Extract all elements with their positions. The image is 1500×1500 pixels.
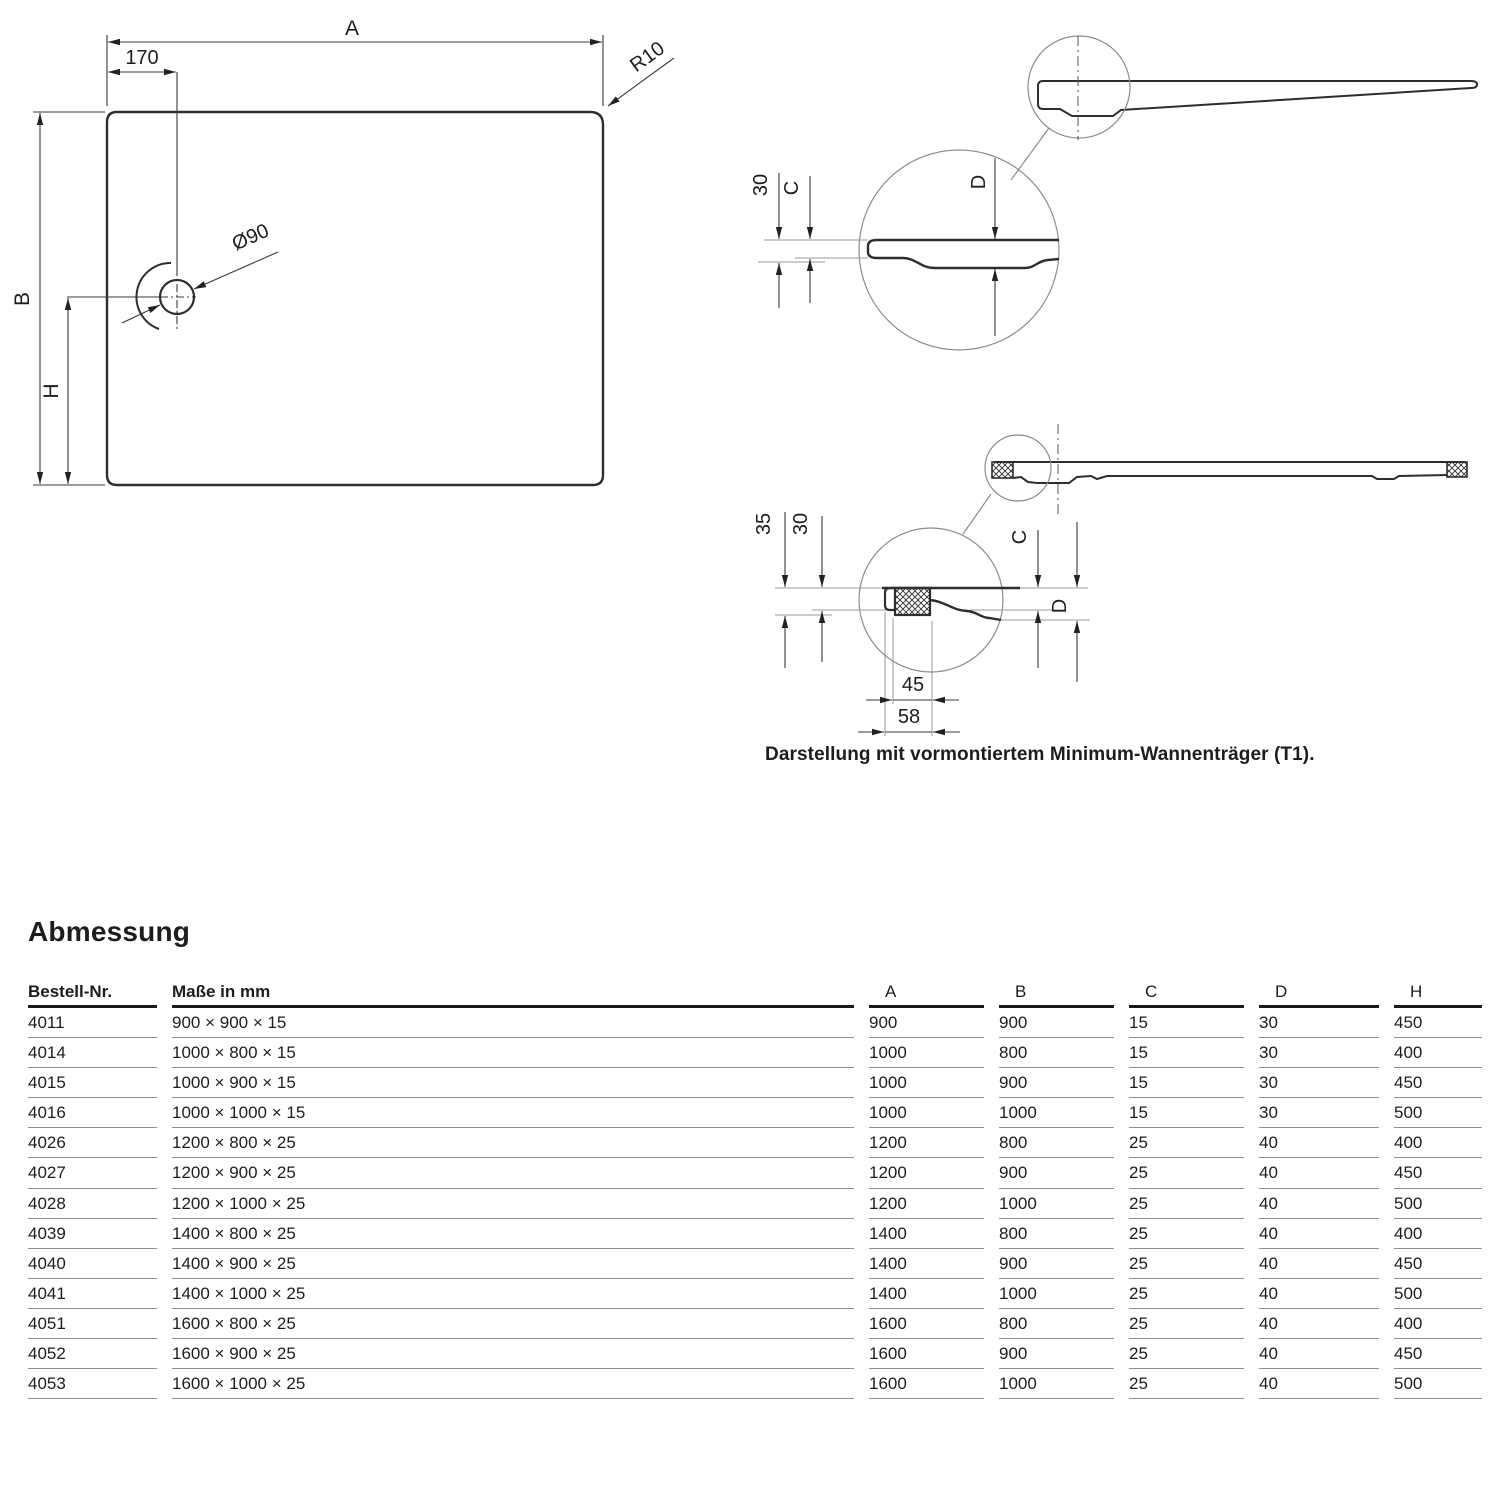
cell-h: 450	[1394, 1158, 1482, 1188]
cell-h: 400	[1394, 1309, 1482, 1339]
cell-masse: 1000 × 1000 × 15	[172, 1098, 854, 1128]
carrier-block-right	[1447, 462, 1467, 477]
dim-d-label: D	[968, 174, 990, 190]
side-section-carrier	[753, 424, 1467, 736]
dim-h-label: H	[40, 383, 63, 399]
cell-c: 15	[1129, 1098, 1244, 1128]
cell-c: 25	[1129, 1219, 1244, 1249]
cell-masse: 1200 × 800 × 25	[172, 1128, 854, 1158]
dim-45-label: 45	[901, 674, 925, 696]
drain-diameter-label: Ø90	[228, 219, 273, 256]
cell-h: 450	[1394, 1339, 1482, 1369]
cell-a: 1400	[869, 1279, 984, 1309]
cell-b: 800	[999, 1128, 1114, 1158]
cell-c: 25	[1129, 1279, 1244, 1309]
dim-d-label: D	[1049, 598, 1071, 614]
cell-masse: 1400 × 800 × 25	[172, 1219, 854, 1249]
cell-masse: 1200 × 1000 × 25	[172, 1189, 854, 1219]
cell-a: 1000	[869, 1098, 984, 1128]
cell-d: 30	[1259, 1008, 1379, 1038]
dim-30-label: 30	[790, 512, 812, 536]
cell-bestell_nr: 4040	[28, 1249, 157, 1279]
col-header-b: B	[999, 982, 1114, 1008]
cell-c: 25	[1129, 1339, 1244, 1369]
cell-h: 500	[1394, 1369, 1482, 1399]
cell-c: 25	[1129, 1189, 1244, 1219]
cell-bestell_nr: 4051	[28, 1309, 157, 1339]
cell-b: 900	[999, 1158, 1114, 1188]
cell-bestell_nr: 4027	[28, 1158, 157, 1188]
cell-b: 1000	[999, 1098, 1114, 1128]
cell-bestell_nr: 4016	[28, 1098, 157, 1128]
dim-58-label: 58	[897, 706, 921, 728]
cell-b: 1000	[999, 1279, 1114, 1309]
cell-bestell_nr: 4026	[28, 1128, 157, 1158]
cell-h: 500	[1394, 1279, 1482, 1309]
cell-d: 30	[1259, 1038, 1379, 1068]
col-header-masse: Maße in mm	[172, 982, 854, 1008]
cell-h: 500	[1394, 1189, 1482, 1219]
col-header-c: C	[1129, 982, 1244, 1008]
cell-bestell_nr: 4052	[28, 1339, 157, 1369]
dimension-lines	[779, 158, 995, 336]
cell-b: 800	[999, 1309, 1114, 1339]
cell-a: 1200	[869, 1189, 984, 1219]
cell-a: 1600	[869, 1339, 984, 1369]
carrier-caption: Darstellung mit vormontiertem Minimum-Wannenträger (T1).	[765, 744, 1315, 765]
cell-a: 1000	[869, 1038, 984, 1068]
cell-c: 15	[1129, 1008, 1244, 1038]
cell-b: 900	[999, 1249, 1114, 1279]
cell-bestell_nr: 4041	[28, 1279, 157, 1309]
dimensions-table	[28, 982, 1482, 1399]
drain-section-profile	[868, 240, 1059, 268]
cell-a: 900	[869, 1008, 984, 1038]
dim-30-label: 30	[750, 173, 772, 197]
top-view-drawing	[0, 0, 740, 520]
cell-c: 25	[1129, 1369, 1244, 1399]
cell-d: 40	[1259, 1189, 1379, 1219]
cell-a: 1200	[869, 1158, 984, 1188]
corner-radius-label: R10	[626, 37, 669, 77]
dim-c-label: C	[1009, 529, 1031, 545]
cell-d: 40	[1259, 1219, 1379, 1249]
cell-h: 500	[1394, 1098, 1482, 1128]
cell-a: 1600	[869, 1309, 984, 1339]
dim-a-label: A	[344, 17, 360, 40]
cell-c: 15	[1129, 1068, 1244, 1098]
cell-d: 30	[1259, 1098, 1379, 1128]
tray-outline	[107, 112, 603, 485]
dim-offset-label: 170	[125, 47, 159, 69]
cell-h: 450	[1394, 1008, 1482, 1038]
cell-c: 25	[1129, 1128, 1244, 1158]
cell-a: 1600	[869, 1369, 984, 1399]
col-header-a: A	[869, 982, 984, 1008]
cell-a: 1200	[869, 1128, 984, 1158]
cell-masse: 1400 × 1000 × 25	[172, 1279, 854, 1309]
extension-lines	[758, 240, 868, 262]
cell-bestell_nr: 4015	[28, 1068, 157, 1098]
cell-b: 800	[999, 1219, 1114, 1249]
cell-masse: 1600 × 800 × 25	[172, 1309, 854, 1339]
detail-circle-large	[859, 150, 1059, 350]
cell-a: 1400	[869, 1219, 984, 1249]
cell-a: 1400	[869, 1249, 984, 1279]
side-view-drawings	[720, 0, 1500, 800]
cell-b: 900	[999, 1068, 1114, 1098]
cell-d: 40	[1259, 1249, 1379, 1279]
side-section-plain	[750, 36, 1477, 350]
cell-b: 1000	[999, 1189, 1114, 1219]
cell-bestell_nr: 4014	[28, 1038, 157, 1068]
cell-b: 900	[999, 1339, 1114, 1369]
dim-35-label: 35	[753, 512, 775, 536]
cell-masse: 1600 × 1000 × 25	[172, 1369, 854, 1399]
col-header-h: H	[1394, 982, 1482, 1008]
cell-c: 15	[1129, 1038, 1244, 1068]
detail-connector	[1011, 128, 1049, 180]
cell-d: 30	[1259, 1068, 1379, 1098]
carrier-section-block	[895, 588, 930, 615]
cell-d: 40	[1259, 1309, 1379, 1339]
cell-d: 40	[1259, 1128, 1379, 1158]
cell-c: 25	[1129, 1158, 1244, 1188]
cell-h: 400	[1394, 1128, 1482, 1158]
cell-bestell_nr: 4053	[28, 1369, 157, 1399]
cell-b: 1000	[999, 1369, 1114, 1399]
cell-a: 1000	[869, 1068, 984, 1098]
cell-d: 40	[1259, 1279, 1379, 1309]
cell-bestell_nr: 4011	[28, 1008, 157, 1038]
cell-masse: 1000 × 900 × 15	[172, 1068, 854, 1098]
section-rim-cap	[885, 588, 895, 610]
cell-b: 900	[999, 1008, 1114, 1038]
col-header-d: D	[1259, 982, 1379, 1008]
tray-profile	[1038, 81, 1477, 116]
cell-h: 450	[1394, 1068, 1482, 1098]
detail-connector	[963, 494, 991, 534]
col-header-bestell-nr: Bestell-Nr.	[28, 982, 157, 1008]
cell-h: 400	[1394, 1219, 1482, 1249]
cell-masse: 1000 × 800 × 15	[172, 1038, 854, 1068]
cell-b: 800	[999, 1038, 1114, 1068]
cell-c: 25	[1129, 1309, 1244, 1339]
cell-masse: 1200 × 900 × 25	[172, 1158, 854, 1188]
carrier-block-left	[992, 462, 1013, 478]
cell-bestell_nr: 4028	[28, 1189, 157, 1219]
cell-d: 40	[1259, 1158, 1379, 1188]
cell-masse: 1400 × 900 × 25	[172, 1249, 854, 1279]
dimension-lines	[785, 512, 1077, 732]
cell-h: 400	[1394, 1038, 1482, 1068]
cell-masse: 900 × 900 × 15	[172, 1008, 854, 1038]
cell-d: 40	[1259, 1339, 1379, 1369]
cell-d: 40	[1259, 1369, 1379, 1399]
section-title: Abmessung	[28, 916, 191, 947]
dim-b-label: B	[11, 291, 34, 307]
tray-bottom-profile	[1013, 475, 1447, 483]
cell-masse: 1600 × 900 × 25	[172, 1339, 854, 1369]
cell-c: 25	[1129, 1249, 1244, 1279]
cell-h: 450	[1394, 1249, 1482, 1279]
dim-c-label: C	[781, 180, 803, 196]
cell-bestell_nr: 4039	[28, 1219, 157, 1249]
